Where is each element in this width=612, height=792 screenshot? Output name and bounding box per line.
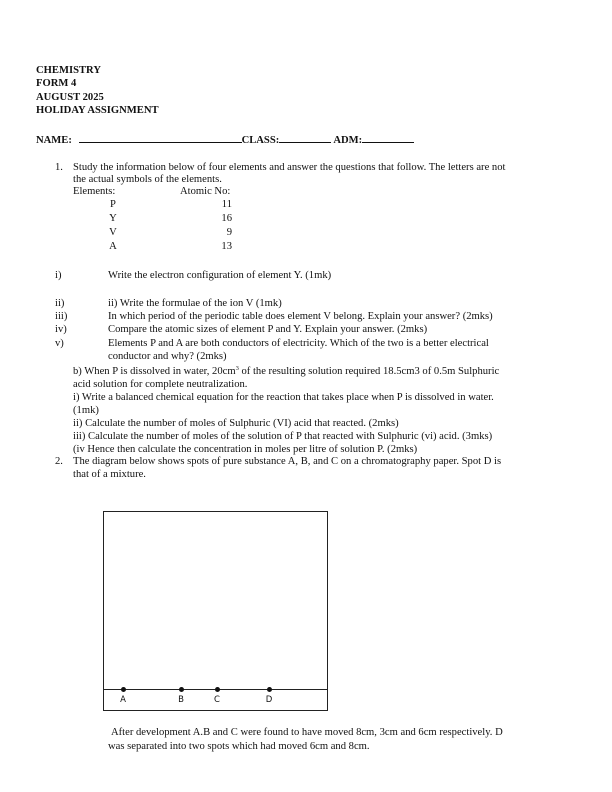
question-2-intro-line1: The diagram below shows spots of pure substance A, B, and C on a chromatography paper. Spot D is [73, 456, 502, 467]
element-letter: A [109, 241, 117, 252]
chromatography-paper-diagram [103, 511, 328, 711]
question-1-number: 1. [55, 162, 63, 173]
element-atomic-no: 9 [226, 227, 232, 238]
part-text: Write the electron configuration of element Y. (1mk) [108, 270, 332, 281]
adm-blank[interactable] [362, 133, 414, 143]
question-1-intro-line2: the actual symbols of the elements. [73, 174, 222, 185]
part-b-sub: i) Write a balanced chemical equation for the reaction that takes place when P is dissolved in water. [73, 392, 494, 403]
form-heading: FORM 4 [36, 78, 77, 89]
question-2-after-line2: was separated into two spots which had moved 6cm and 8cm. [108, 741, 370, 752]
spot-d-dot [267, 687, 272, 692]
question-2-after-line1: After development A.B and C were found to have moved 8cm, 3cm and 6cm respectively. D [111, 727, 503, 738]
question-2-number: 2. [55, 456, 63, 467]
adm-label: ADM: [333, 135, 363, 146]
part-b-sub-cont: (1mk) [73, 405, 99, 416]
spot-c-label: C [214, 695, 220, 705]
element-atomic-no: 13 [221, 241, 232, 252]
element-atomic-no: 11 [221, 199, 232, 210]
class-label: CLASS: [241, 135, 280, 146]
class-blank[interactable] [279, 133, 331, 143]
spot-b-dot [179, 687, 184, 692]
question-2-intro-line2: that of a mixture. [73, 469, 146, 480]
spot-c-dot [215, 687, 220, 692]
part-number: iv) [55, 324, 67, 335]
part-b-sub: ii) Calculate the number of moles of Sulphuric (VI) acid that reacted. (2mks) [73, 418, 399, 429]
elements-header: Elements: [73, 186, 116, 197]
date-heading: AUGUST 2025 [36, 92, 104, 103]
spot-b-label: B [178, 695, 184, 705]
student-fields-row [36, 133, 414, 147]
subject-heading: CHEMISTRY [36, 65, 101, 76]
part-text: ii) Write the formulae of the ion V (1mk) [108, 298, 282, 309]
spot-a-dot [121, 687, 126, 692]
element-letter: P [110, 199, 116, 210]
part-b-line1: b) When P is dissolved in water, $20cm^3$ of the resulting solution required 18.5cm3 of 0.5m Sulphuric [73, 365, 500, 377]
part-b-sub: (iv Hence then calculate the concentration in moles per litre of solution P. (2mks) [73, 444, 418, 455]
part-text: Elements P and A are both conductors of electricity. Which of the two is a better electrical [108, 338, 489, 349]
part-b-line2: acid solution for complete neutralization. [73, 379, 248, 390]
part-b-sub: iii) Calculate the number of moles of the solution of P that reacted with Sulphuric (vi) acid. (3mks) [73, 431, 493, 442]
element-letter: Y [109, 213, 117, 224]
assignment-title: HOLIDAY ASSIGNMENT [36, 105, 159, 116]
part-number: ii) [55, 298, 65, 309]
part-number: iii) [55, 311, 68, 322]
part-text-cont: conductor and why? (2mks) [108, 351, 227, 362]
question-1-intro-line1: Study the information below of four elements and answer the questions that follow. The letters are not [73, 162, 506, 173]
part-number: i) [55, 270, 62, 281]
element-atomic-no: 16 [221, 213, 232, 224]
name-label: NAME: [36, 135, 72, 146]
name-blank[interactable] [79, 133, 242, 143]
element-letter: V [109, 227, 117, 238]
part-text: Compare the atomic sizes of element P and Y. Explain your answer. (2mks) [108, 324, 428, 335]
part-text: In which period of the periodic table does element V belong. Explain your answer? (2mks) [108, 311, 493, 322]
atomic-no-header: Atomic No: [180, 186, 231, 197]
part-number: v) [55, 338, 64, 349]
spot-d-label: D [265, 695, 273, 705]
spot-a-label: A [120, 695, 126, 705]
